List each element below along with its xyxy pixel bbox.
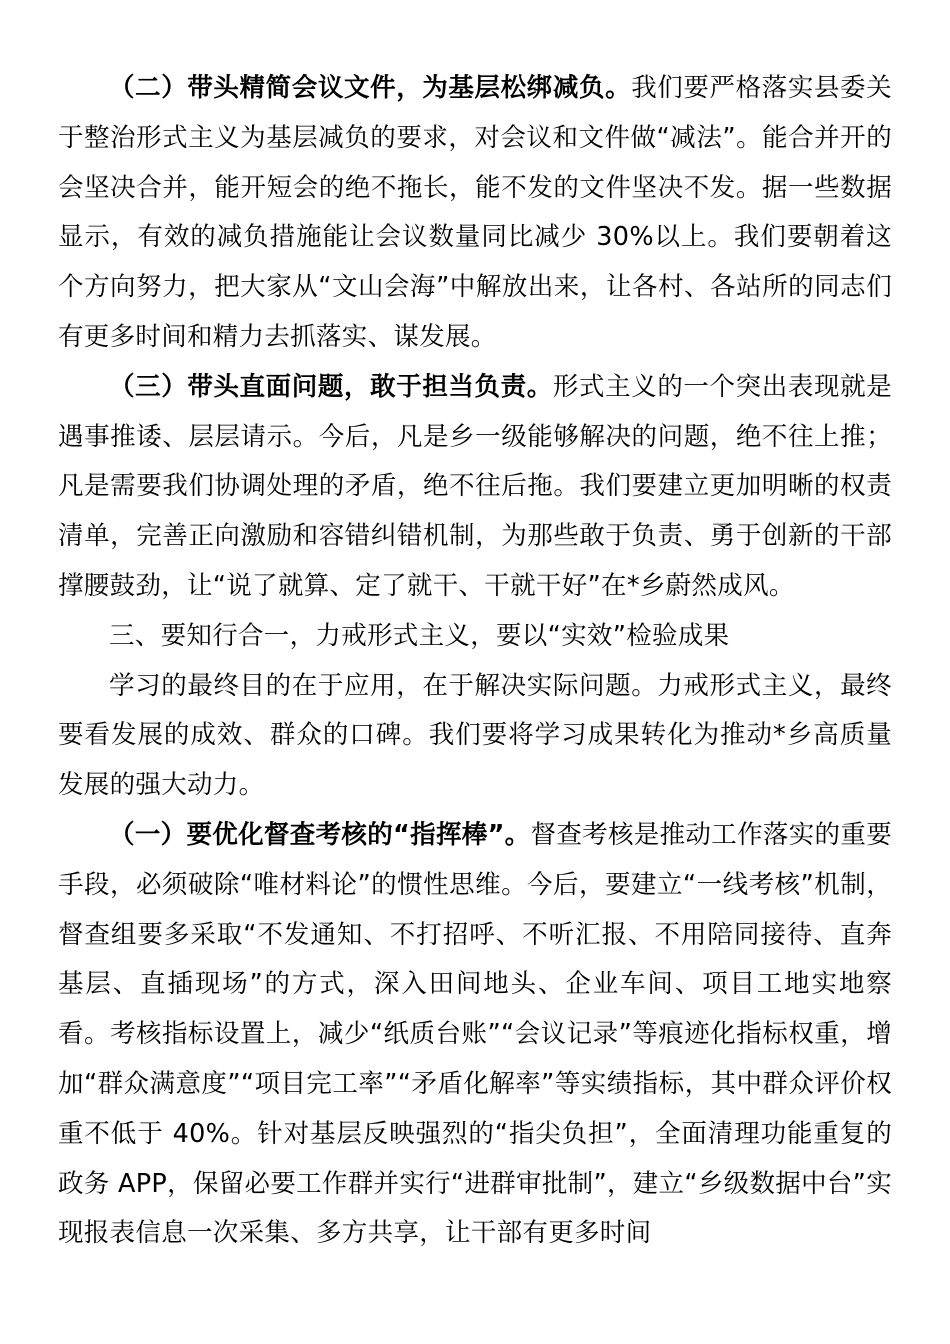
paragraph-text: 我们要严格落实县委关于整治形式主义为基层减负的要求，对会议和文件做“减法”。能合并开的会坚决合并，能开短会的绝不拖长，能不发的文件坚决不发。据一些数据显示，有效的减负措施能让会议数量同比减少 30%以上。我们要朝着这个方向努力，把大家从“文山会海”中解放出来，让各村、各站所的同志们有更多时间和精力去抓落实、谋发展。 (58, 73, 892, 352)
paragraph-text: 督查考核是推动工作落实的重要手段，必须破除“唯材料论”的惯性思维。今后，要建立“一线考核”机制，督查组要多采取“不发通知、不打招呼、不听汇报、不用陪同接待、直奔基层、直插现场”的方式，深入田间地头、企业车间、项目工地实地察看。考核指标设置上，减少“纸质台账”“会议记录”等痕迹化指标权重，增加“群众满意度”“项目完工率”“矛盾化解率”等实绩指标，其中群众评价权重不低于 40%。针对基层反映强烈的“指尖负担”，全面清理功能重复的政务 APP，保留必要工作群并实行“进群审批制”，建立“乡级数据中台”实现报表信息一次采集、多方共享，让干部有更多时间 (58, 819, 892, 1249)
section-intro-paragraph: 学习的最终目的在于应用，在于解决实际问题。力戒形式主义，最终要看发展的成效、群众的口碑。我们要将学习成果转化为推动*乡高质量发展的强大动力。 (58, 670, 892, 801)
paragraph-lead-title: （二）带头精简会议文件，为基层松绑减负。 (109, 73, 632, 103)
paragraph-lead-title: （一）要优化督查考核的“指挥棒”。 (109, 819, 531, 850)
paragraph-lead-3 (58, 363, 892, 612)
section-heading: 三、要知行合一，力戒形式主义，要以“实效”检验成果 (109, 620, 730, 651)
paragraph-text: 形式主义的一个突出表现就是遇事推诿、层层请示。今后，凡是乡一级能够解决的问题，绝不往上推；凡是需要我们协调处理的矛盾，绝不往后拖。我们要建立更加明晰的权责清单，完善正向激励和容错纠错机制，为那些敢于负责、勇于创新的干部撑腰鼓劲，让“说了就算、定了就干、干就干好”在*乡蔚然成风。 (58, 371, 892, 601)
document-body (58, 64, 892, 1259)
paragraph-lead-title: （三）带头直面问题，敢于担当负责。 (109, 371, 553, 402)
paragraph-lead-2 (58, 64, 892, 363)
paragraph-lead-1 (58, 811, 892, 1259)
